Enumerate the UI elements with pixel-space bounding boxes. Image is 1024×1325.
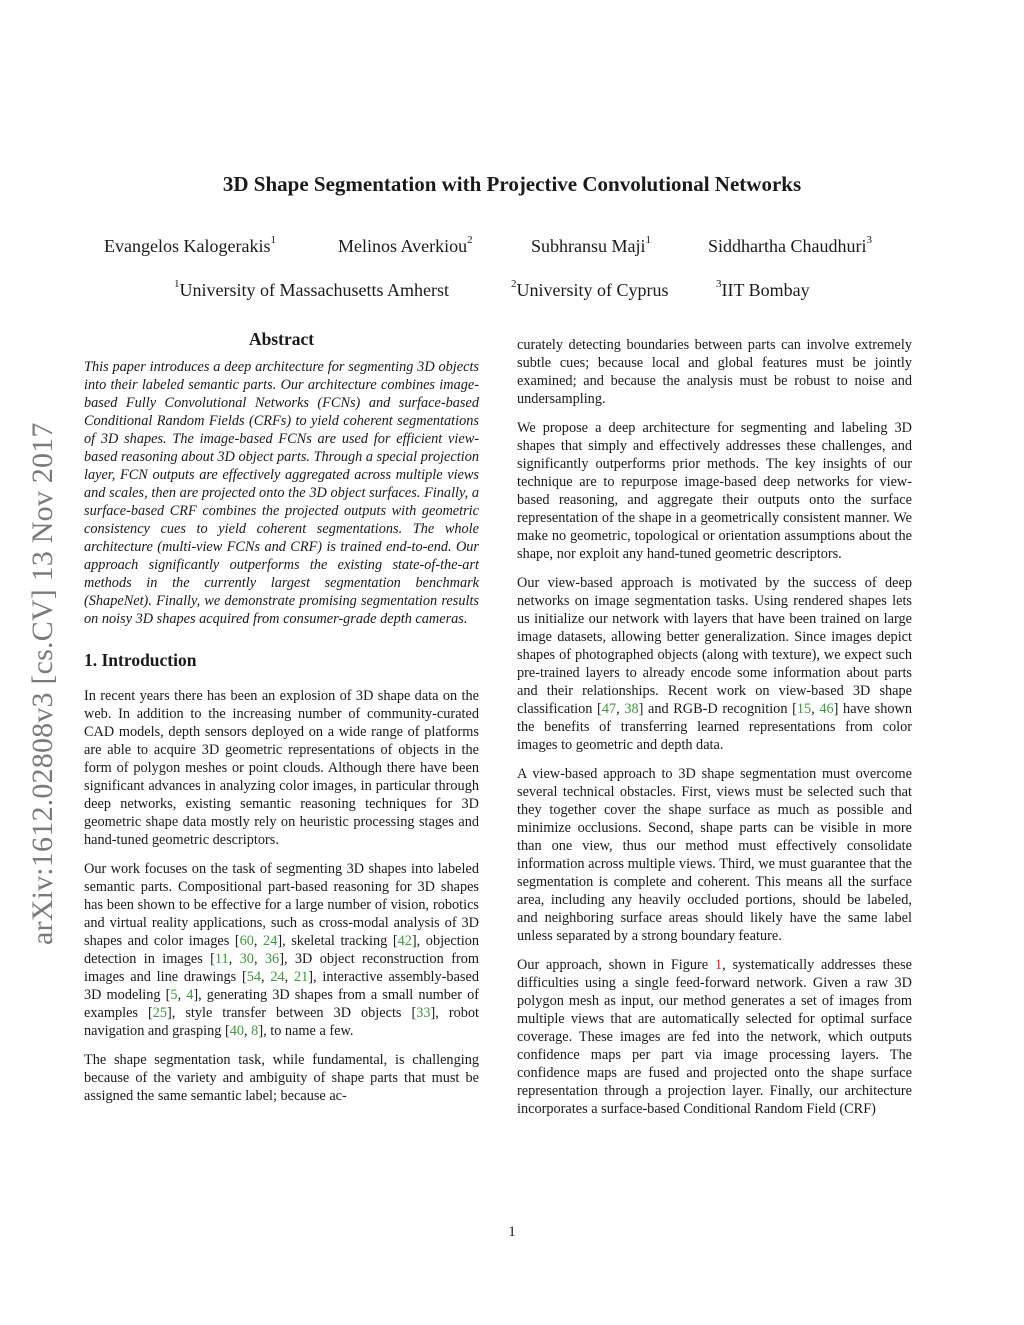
paper-title: 3D Shape Segmentation with Projective Convolutional Networks: [222, 172, 802, 196]
citation-link[interactable]: 54: [246, 969, 262, 985]
citation-link[interactable]: 21: [294, 969, 309, 985]
author: Melinos Averkiou$^2$: [338, 234, 473, 256]
arxiv-identifier: arXiv:1612.02808v3 [cs.CV] 13 Nov 2017: [26, 422, 59, 945]
citation-link[interactable]: 42: [397, 933, 412, 949]
citation-link[interactable]: 38: [624, 701, 639, 717]
citation-link[interactable]: 8: [251, 1023, 259, 1039]
abstract-text: This paper introduces a deep architecture for segmenting 3D objects into their labeled semantic parts. Our architecture combines image-based Fully Convolutional Networks (FCNs) and surface-based Conditional Random Fields (CRFs) to yield coherent segmentations of 3D shapes. The image-based FCNs are used for efficient view-based reasoning about 3D object parts. Through a special projection layer, FCN outputs are effectively aggregated across multiple views and scales, then are projected onto the 3D object surfaces. Finally, a surface-based CRF combines the projected outputs with geometric consistency cues to yield coherent segmentations. The whole architecture (multi-view FCNs and CRF) is trained end-to-end. Our approach significantly outperforms the existing state-of-the-art methods in the currently largest segmentation benchmark (ShapeNet). Finally, we demonstrate promising segmentation results on noisy 3D shapes acquired from consumer-grade depth cameras.: [84, 359, 479, 627]
right-column: [517, 336, 912, 1129]
section-heading-introduction: 1. Introduction: [84, 650, 197, 670]
citation-link[interactable]: 40: [229, 1023, 245, 1039]
citation-link[interactable]: 60: [239, 933, 254, 949]
citation-link[interactable]: 24: [263, 933, 278, 949]
author: Siddhartha Chaudhuri$^3$: [708, 234, 872, 256]
body-paragraph: Our approach, shown in Figure 1, systematically addresses these difficulties using a single feed-forward network. Given a raw 3D polygon mesh as input, our method generates a set of images from multiple views that are automatically selected for optimal surface coverage. These images are fed into the network, which outputs confidence maps per part via image processing layers. The confidence maps are fused and projected onto the shape surface representation through a projection layer. Finally, our architecture incorporates a surface-based Conditional Random Field (CRF): [517, 957, 912, 1117]
intro-paragraph: In recent years there has been an explosion of 3D shape data on the web. In addition to the increasing number of community-curated CAD models, depth sensors deployed on a wide range of platforms are able to acquire 3D geometric representations of objects in the form of polygon meshes or point clouds. Although there have been significant advances in analyzing color images, in particular through deep networks, existing semantic reasoning techniques for 3D geometric shape data mostly rely on heuristic processing stages and hand-tuned geometric descriptors.: [84, 688, 479, 848]
citation-link[interactable]: 24: [270, 969, 285, 985]
citation-link[interactable]: 33: [416, 1005, 431, 1021]
citation-link[interactable]: 25: [152, 1005, 168, 1021]
affiliation: $^3$IIT Bombay: [716, 278, 810, 300]
citation-link[interactable]: 4: [186, 987, 194, 1003]
citation-link[interactable]: 36: [264, 951, 280, 967]
affiliation: $^2$University of Cyprus: [511, 278, 669, 300]
figure-reference-link[interactable]: 1: [714, 957, 723, 973]
author: Subhransu Maji$^1$: [531, 234, 651, 256]
citation-link[interactable]: 47: [601, 701, 617, 717]
intro-paragraph: Our work focuses on the task of segmenting 3D shapes into labeled semantic parts. Compositional part-based reasoning for 3D shapes has been shown to be effective for a large number of vision, robotics and virtual reality applications, such as cross-modal analysis of 3D shapes and color images [60, 24], skeletal tracking [42], objection detection in images [11, 30, 36], 3D object reconstruction from images and line drawings [54, 24, 21], interactive assembly-based 3D modeling [5, 4], generating 3D shapes from a small number of examples [25], style transfer between 3D objects [33], robot navigation and grasping [40, 8], to name a few.: [84, 861, 480, 1039]
affiliation: $^1$University of Massachusetts Amherst: [174, 278, 449, 300]
page-number: 1: [508, 1224, 516, 1240]
author-list: [0, 236, 1024, 260]
citation-link[interactable]: 11: [214, 951, 229, 967]
left-column: [84, 330, 479, 1116]
affiliation-list: [0, 280, 1024, 304]
citation-link[interactable]: 46: [819, 701, 834, 717]
body-paragraph: We propose a deep architecture for segmenting and labeling 3D shapes that simply and effectively addresses these challenges, and significantly outperforms prior methods. The key insights of our technique are to repurpose image-based deep networks for view-based reasoning, and aggregate their outputs onto the surface representation of the shape in a geometrically consistent manner. We make no geometric, topological or orientation assumptions about the shape, nor exploit any hand-tuned geometric descriptors.: [517, 420, 912, 562]
body-paragraph: Our view-based approach is motivated by the success of deep networks on image segmentation tasks. Using rendered shapes lets us initialize our network with layers that have been trained on large image datasets, allowing better generalization. Since images depict shapes of photographed objects (along with texture), we expect such pre-trained layers to already encode some information about parts and their relationships. Recent work on view-based 3D shape classification [47, 38] and RGB-D recognition [15, 46] have shown the benefits of transferring learned representations from color images to geometric and depth data.: [517, 575, 912, 753]
intro-paragraph: The shape segmentation task, while fundamental, is challenging because of the variety and ambiguity of shape parts that must be assigned the same semantic label; because ac-: [84, 1052, 479, 1104]
citation-link[interactable]: 30: [239, 951, 254, 967]
author: Evangelos Kalogerakis$^1$: [104, 234, 276, 256]
body-paragraph: curately detecting boundaries between parts can involve extremely subtle cues; because local and global features must be jointly examined; and because the analysis must be robust to noise and undersampling.: [517, 337, 912, 407]
body-paragraph: A view-based approach to 3D shape segmentation must overcome several technical obstacles. First, views must be selected such that they together cover the shape surface as much as possible and minimize occlusions. Second, shape parts can be visible in more than one view, thus our method must effectively consolidate information across multiple views. Third, we must guarantee that the segmentation is complete and coherent. This means all the surface area, including any heavily occluded portions, should be labeled, and neighboring surface areas should likely have the same label unless separated by a strong boundary feature.: [517, 766, 912, 944]
citation-link[interactable]: 5: [170, 987, 178, 1003]
abstract-heading: Abstract: [248, 329, 315, 349]
citation-link[interactable]: 15: [796, 701, 812, 717]
